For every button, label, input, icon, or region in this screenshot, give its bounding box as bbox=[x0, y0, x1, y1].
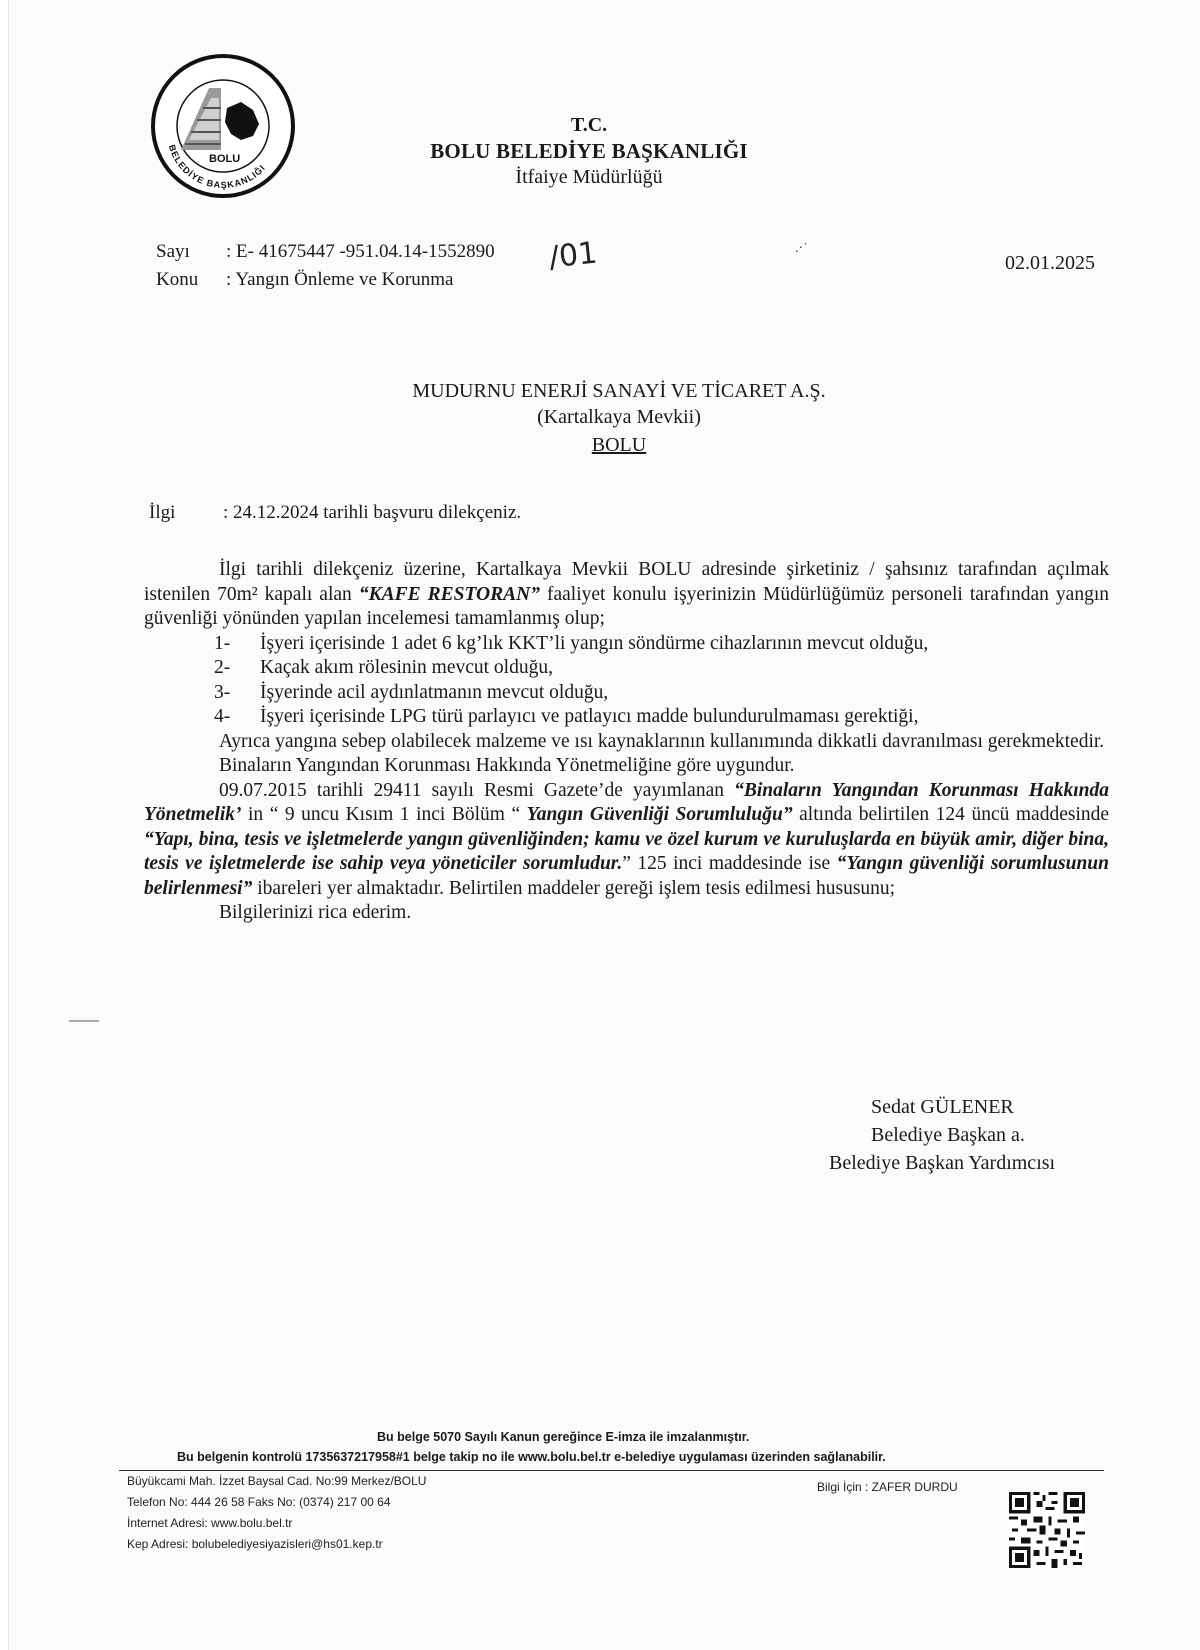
list-text: Kaçak akım rölesinin mevcut olduğu, bbox=[260, 657, 553, 678]
logo-text: BOLU bbox=[209, 153, 241, 165]
footer-phone: Telefon No: 444 26 58 Faks No: (0374) 217 00 64 bbox=[127, 1495, 391, 1509]
recipient-company: MUDURNU ENERJİ SANAYİ VE TİCARET A.Ş. bbox=[412, 380, 826, 402]
regulation-text-e: ” 125 inci maddesinde ise bbox=[622, 853, 837, 874]
regulation-text-f: ibareleri yer almaktadır. Belirtilen maddeler gereği işlem tesis edilmesi hususunu; bbox=[252, 877, 896, 899]
list-text: İşyerinde acil aydınlatmanın mevcut olduğu, bbox=[260, 681, 609, 703]
scan-artifact bbox=[69, 1020, 99, 1022]
paragraph-closing: Bilgilerinizi rica ederim. bbox=[219, 902, 412, 923]
sayi-value: : E- 41675447 -951.04.14-1552890 bbox=[226, 241, 495, 262]
list-item bbox=[214, 632, 1109, 657]
header-organization: BOLU BELEDİYE BAŞKANLIĞI bbox=[430, 139, 748, 163]
list-item bbox=[214, 705, 1109, 730]
list-item bbox=[214, 681, 1109, 706]
header-department: İtfaiye Müdürlüğü bbox=[515, 166, 663, 188]
logo-ring-text: BELEDİYE BAŞKANLIĞI bbox=[166, 143, 268, 191]
regulation-text-a: 09.07.2015 tarihli 29411 sayılı Resmi Gazete’de yayımlanan bbox=[219, 779, 735, 801]
regulation-title: “Binaların Yangından Korunması Hakkında Yönetmelik’ bbox=[144, 779, 1109, 825]
document-page bbox=[8, 0, 1200, 1650]
regulation-article-124: “Yapı, bina, tesis ve işletmelerde yangın güvenliğinden; kamu ve özel kurum ve kuruluşlarda en büyük amir, diğer bina, tesis ve işletmelerde ise sahip veya yöneticiler sorumludur. bbox=[144, 828, 1109, 874]
regulation-text-c: in “ 9 uncu Kısım 1 inci Bölüm “ bbox=[241, 804, 527, 825]
list-text: İşyeri içerisinde LPG türü parlayıcı ve patlayıcı madde bulundurulmaması gerektiği, bbox=[260, 706, 919, 727]
footer-verification-note: Bu belgenin kontrolü 1735637217958#1 belge takip no ile www.bolu.bel.tr e-belediye uygulaması üzerinden sağlanabilir. bbox=[177, 1450, 886, 1464]
signatory-title-1: Belediye Başkan a. bbox=[871, 1124, 1025, 1146]
footer-divider bbox=[119, 1470, 1104, 1471]
list-item bbox=[214, 656, 1109, 681]
footer-esign-note: Bu belge 5070 Sayılı Kanun gereğince E-imza ile imzalanmıştır. bbox=[377, 1430, 750, 1444]
footer-web: İnternet Adresi: www.bolu.bel.tr bbox=[127, 1516, 293, 1530]
intro-text-b: faaliyet konulu işyerinizin Müdürlüğümüz personeli tarafından yangın güvenliği yönünden yapılan incelemesi tamamlanmış olup; bbox=[144, 583, 1109, 629]
ilgi-label: İlgi bbox=[149, 502, 176, 523]
list-number: 3- bbox=[214, 681, 231, 703]
findings-list bbox=[144, 632, 1109, 730]
konu-row bbox=[156, 269, 453, 291]
list-text: İşyeri içerisinde 1 adet 6 kg’lık KKT’li yangın söndürme cihazlarının mevcut olduğu, bbox=[260, 632, 929, 654]
recipient-location: (Kartalkaya Mevkii) bbox=[537, 406, 701, 428]
footer-kep: Kep Adresi: bolubelediyesiyazisleri@hs01.kep.tr bbox=[127, 1537, 383, 1551]
regulation-section-title: Yangın Güvenliği Sorumluluğu” bbox=[526, 804, 793, 825]
list-number: 2- bbox=[214, 657, 231, 678]
header-tc: T.C. bbox=[570, 114, 608, 136]
paragraph-compliance: Binaların Yangından Korunması Hakkında Yönetmeliğine göre uygundur. bbox=[219, 755, 795, 776]
intro-business-type: “KAFE RESTORAN” bbox=[358, 583, 540, 605]
municipality-seal-logo bbox=[149, 52, 297, 200]
konu-label: Konu bbox=[156, 269, 199, 290]
list-number: 4- bbox=[214, 706, 231, 727]
sayi-label: Sayı bbox=[156, 241, 190, 262]
paragraph-intro bbox=[144, 558, 1109, 632]
sayi-row bbox=[156, 241, 495, 263]
konu-value: : Yangın Önleme ve Korunma bbox=[226, 269, 454, 290]
regulation-article-125: “Yangın güvenliği sorumlusunun belirlenmesi” bbox=[144, 853, 1109, 899]
list-number: 1- bbox=[214, 632, 231, 654]
ilgi-value: : 24.12.2024 tarihli başvuru dilekçeniz. bbox=[223, 502, 522, 523]
document-date: 02.01.2025 bbox=[1005, 252, 1095, 274]
paragraph-regulation bbox=[144, 779, 1109, 902]
signatory-title-2: Belediye Başkan Yardımcısı bbox=[829, 1152, 1056, 1174]
footer-address: Büyükcami Mah. İzzet Baysal Cad. No:99 Merkez/BOLU bbox=[127, 1474, 427, 1488]
footer-contact-info: Bilgi İçin : ZAFER DURDU bbox=[817, 1480, 958, 1494]
ink-dot-mark: .·˙ bbox=[795, 241, 808, 256]
regulation-text-d: altında belirtilen 124 üncü maddesinde bbox=[792, 804, 1110, 825]
handwritten-suffix: /01 bbox=[547, 235, 599, 276]
intro-text-a: İlgi tarihli dilekçeniz üzerine, Kartalkaya Mevkii BOLU adresinde şirketiniz / şahsınız tarafından açılmak istenilen 70m² kapalı alan bbox=[144, 559, 1109, 605]
letter-body bbox=[144, 558, 1109, 926]
recipient-city: BOLU bbox=[591, 434, 647, 456]
paragraph-caution: Ayrıca yangına sebep olabilecek malzeme ve ısı kaynaklarının kullanımında dikkatli davranılması gerekmektedir. bbox=[219, 730, 1105, 752]
qr-code-icon bbox=[1009, 1492, 1085, 1568]
signatory-name: Sedat GÜLENER bbox=[871, 1096, 1014, 1118]
ilgi-row bbox=[149, 502, 521, 524]
